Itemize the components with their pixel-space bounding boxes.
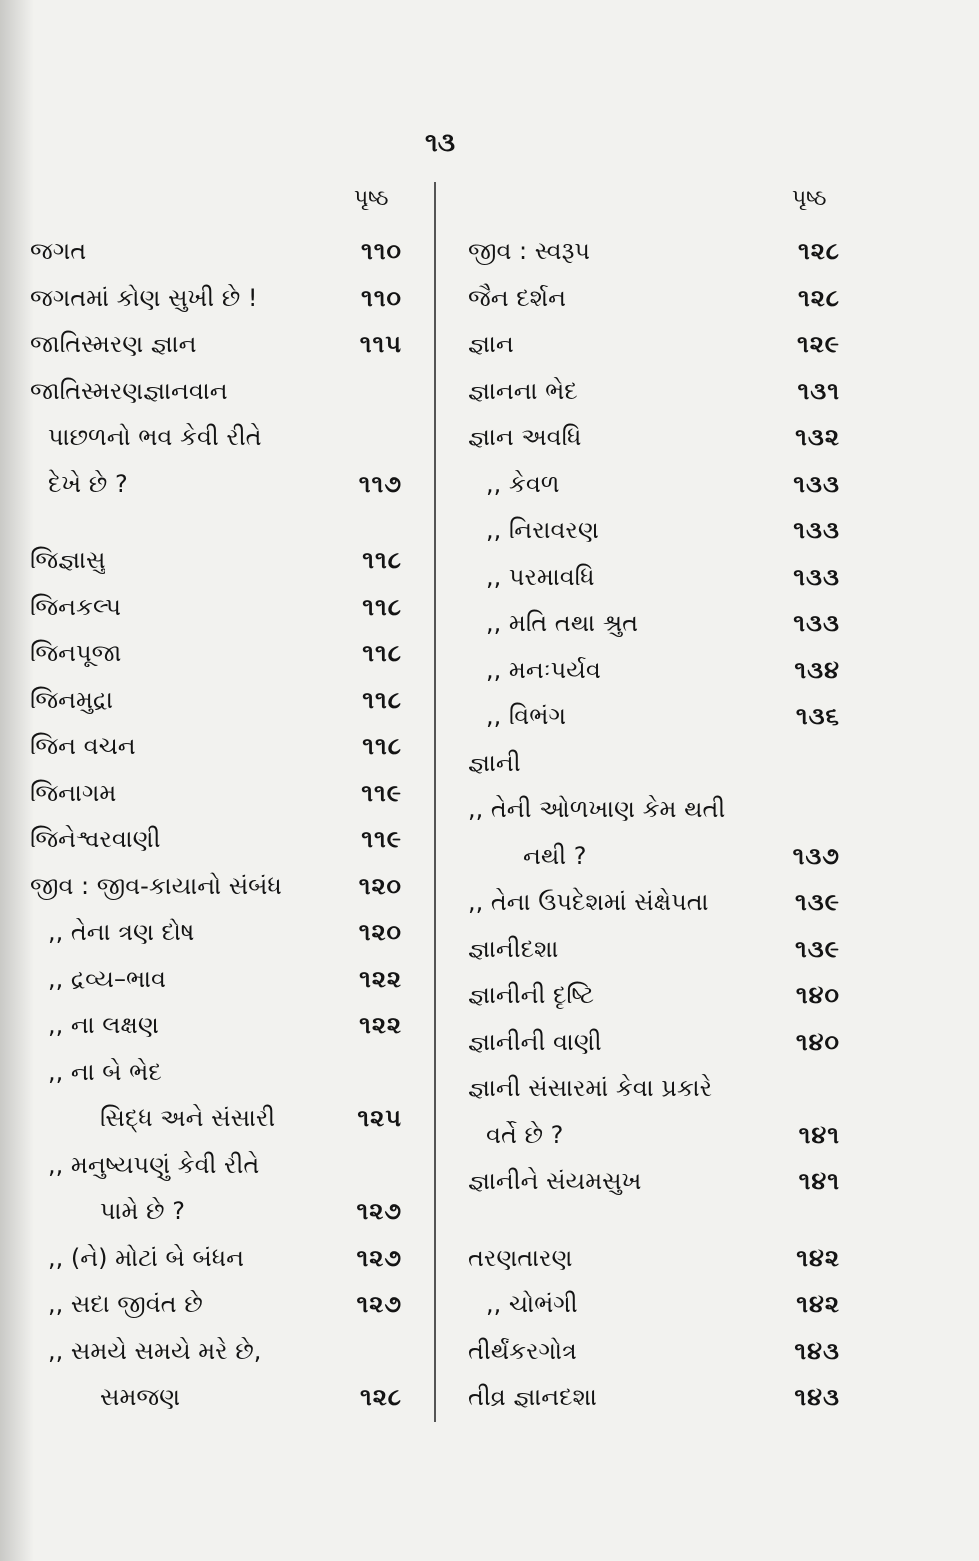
- index-entry-text: જિનાગમ: [30, 778, 117, 807]
- index-entry-page: ૧૧૯: [361, 778, 402, 807]
- index-entry-text: જિનેશ્વરવાણી: [30, 825, 161, 853]
- index-entry: [30, 1049, 402, 1096]
- index-entry-page: ૧૩૪: [794, 655, 840, 684]
- index-entry: [468, 1065, 840, 1112]
- index-entry-page: ૧૪૦: [795, 981, 840, 1009]
- index-entry-text: ,, મનુષ્યપણું કેવી રીતે: [48, 1150, 260, 1179]
- index-entry-text: જ્ઞાન અવધિ: [468, 423, 582, 451]
- index-entry: [30, 863, 402, 910]
- index-entry-text: જીવ : જીવ-કાયાનો સંબંધ: [30, 871, 282, 900]
- index-entry-page: ૧૩૭: [792, 841, 840, 870]
- index-entry-text: જ્ઞાની: [468, 748, 521, 777]
- index-entry: [30, 723, 402, 770]
- scan-edge-shadow: [0, 0, 34, 1561]
- index-entry-page: ૧૪૦: [795, 1027, 840, 1056]
- index-entry-text: ,, સમયે સમયે મરે છે,: [48, 1336, 262, 1365]
- index-entry-text: જ્ઞાનીને સંયમસુખ: [468, 1167, 642, 1195]
- index-entry: [468, 647, 840, 694]
- index-entry-page: ૧૪૩: [794, 1383, 840, 1411]
- index-entry: [468, 1235, 840, 1282]
- index-entry-text: જ્ઞાની સંસારમાં કેવા પ્રકારે: [468, 1074, 713, 1102]
- index-entry: [30, 1235, 402, 1282]
- index-entry: [30, 414, 402, 461]
- index-entry-page: ૧૨૮: [797, 237, 840, 265]
- index-entry-text: જ્ઞાનીની વાણી: [468, 1027, 602, 1056]
- index-entry: [468, 1328, 840, 1375]
- index-entry-page: ૧૧૮: [362, 639, 402, 667]
- index-entry: [468, 1158, 840, 1205]
- index-entry-text: જાતિસ્મરણજ્ઞાનવાન: [30, 376, 228, 405]
- right-column-header: પૃષ્ઠ: [792, 186, 827, 211]
- index-entry: [468, 228, 840, 275]
- index-entry-text: જ્ઞાન: [468, 330, 514, 358]
- index-entry: [30, 321, 402, 368]
- index-entry: [468, 275, 840, 322]
- index-entry-page: ૧૩૩: [793, 469, 840, 498]
- index-entry-text: ,, ના બે ભેદ: [48, 1057, 162, 1086]
- index-entry: [468, 1281, 840, 1328]
- index-entry-page: ૧૩૧: [797, 376, 840, 405]
- index-entry-text: ,, પરમાવધિ: [486, 562, 595, 591]
- index-entry: [30, 1142, 402, 1189]
- index-entry: [468, 1019, 840, 1066]
- index-entry-text: જિનકલ્પ: [30, 592, 122, 621]
- index-entry: [468, 786, 840, 833]
- index-entry-text: જીવ : સ્વરૂપ: [468, 237, 590, 265]
- page-number: ૧૩: [424, 128, 456, 158]
- index-entry-text: તીર્થંકરગોત્ર: [468, 1336, 577, 1365]
- index-entry: [468, 321, 840, 368]
- index-entry-text: જ્ઞાનના ભેદ: [468, 376, 578, 405]
- index-entry: [30, 1002, 402, 1049]
- index-entry: [30, 909, 402, 956]
- index-entry-page: ૧૨૨: [359, 964, 402, 993]
- index-entry: [468, 600, 840, 647]
- index-entry-page: ૧૩૨: [795, 423, 840, 451]
- index-entry: [468, 461, 840, 508]
- index-entry: [30, 1281, 402, 1328]
- index-entry-text: જગતમાં કોણ સુખી છે !: [30, 283, 258, 312]
- index-entry-page: ૧૩૯: [795, 934, 840, 963]
- index-entry-text: ,, (ને) મોટાં બે બંધન: [48, 1243, 244, 1272]
- index-entry-page: ૧૨૯: [796, 330, 840, 358]
- index-entry-text: સમજણ: [100, 1383, 181, 1411]
- index-entry-page: ૧૩૩: [793, 516, 840, 544]
- index-entry: [468, 740, 840, 787]
- index-entry: [30, 630, 402, 677]
- index-entry-page: ૧૪૩: [794, 1336, 840, 1365]
- index-entry: [468, 554, 840, 601]
- index-entry-text: ,, કેવળ: [486, 469, 560, 498]
- index-entry-text: પામે છે ?: [100, 1197, 185, 1225]
- index-entry-page: ૧૧૭: [358, 469, 402, 498]
- index-entry: [30, 816, 402, 863]
- index-entry-text: ,, સદા જીવંત છે: [48, 1290, 203, 1318]
- index-entry-text: ,, વિભંગ: [486, 702, 566, 730]
- index-entry-text: ,, ના લક્ષણ: [48, 1011, 159, 1039]
- index-entry-page: ૧૩૩: [793, 562, 840, 591]
- index-entry: [468, 1374, 840, 1421]
- index-entry: [30, 1188, 402, 1235]
- index-entry: [30, 1328, 402, 1375]
- index-entry-page: ૧૨૫: [357, 1104, 402, 1132]
- index-entry-page: ૧૧૮: [362, 546, 402, 574]
- index-entry-text: દેખે છે ?: [48, 469, 128, 498]
- section-gap: [468, 1205, 840, 1235]
- index-entry-text: ,, તેના ઉપદેશમાં સંક્ષેપતા: [468, 888, 709, 916]
- section-gap: [30, 507, 402, 537]
- index-entry-page: ૧૧૯: [361, 825, 402, 853]
- index-entry-page: ૧૩૯: [795, 888, 840, 916]
- index-entry: [30, 1095, 402, 1142]
- index-entry-text: સિદ્ધ અને સંસારી: [100, 1104, 276, 1132]
- index-entry-text: જૈન દર્શન: [468, 283, 567, 312]
- index-entry-page: ૧૧૮: [362, 732, 402, 760]
- index-entry-page: ૧૨૨: [359, 1011, 402, 1039]
- index-entry: [30, 770, 402, 817]
- index-entry: [30, 275, 402, 322]
- index-entry: [30, 461, 402, 508]
- index-entry-page: ૧૨૦: [358, 871, 402, 900]
- index-entry-page: ૧૪૧: [798, 1120, 840, 1149]
- index-entry: [468, 1112, 840, 1159]
- index-entry: [30, 584, 402, 631]
- index-entry-text: જ્ઞાનીની દૃષ્ટિ: [468, 981, 594, 1009]
- index-entry-page: ૧૨૭: [356, 1243, 402, 1272]
- index-entry-page: ૧૧૦: [361, 283, 402, 312]
- index-entry-page: ૧૩૩: [793, 609, 840, 637]
- index-entry-text: પાછળનો ભવ કેવી રીતે: [48, 423, 262, 451]
- index-entry: [30, 956, 402, 1003]
- index-entry-text: જિનમુદ્રા: [30, 685, 114, 714]
- index-entry: [30, 677, 402, 724]
- index-entry: [468, 926, 840, 973]
- index-entry-page: ૧૧૦: [361, 237, 402, 265]
- index-entry: [468, 507, 840, 554]
- index-entry-page: ૧૪૨: [796, 1243, 840, 1272]
- index-entry-text: તીવ્ર જ્ઞાનદશા: [468, 1383, 597, 1411]
- index-entry-text: જાતિસ્મરણ જ્ઞાન: [30, 330, 197, 358]
- index-entry-text: તરણતારણ: [468, 1243, 573, 1272]
- index-entry: [30, 368, 402, 415]
- index-entry-page: ૧૨૭: [356, 1290, 402, 1318]
- index-entry: [468, 414, 840, 461]
- index-entry-page: ૧૨૭: [356, 1197, 402, 1225]
- index-entry: [468, 879, 840, 926]
- index-entry-text: ,, મનઃપર્યવ: [486, 655, 601, 684]
- index-entry-page: ૧૨૮: [797, 283, 840, 312]
- index-entry-text: વર્તે છે ?: [486, 1120, 564, 1149]
- index-entry-page: ૧૧૫: [359, 330, 402, 358]
- index-entry-page: ૧૨૦: [358, 918, 402, 946]
- index-entry-text: નથી ?: [523, 841, 587, 870]
- index-entry-text: ,, દ્રવ્ય–ભાવ: [48, 964, 166, 993]
- index-entry: [468, 972, 840, 1019]
- index-entry: [468, 368, 840, 415]
- left-index-column: [30, 228, 402, 1421]
- index-entry: [468, 833, 840, 880]
- index-entry-page: ૧૨૮: [359, 1383, 402, 1411]
- index-entry: [30, 537, 402, 584]
- index-entry-page: ૧૧૮: [362, 685, 402, 714]
- index-entry: [468, 693, 840, 740]
- index-entry-text: જિન વચન: [30, 732, 136, 760]
- index-entry-text: ,, નિરાવરણ: [486, 516, 599, 544]
- index-entry-text: ,, મતિ તથા શ્રુત: [486, 609, 639, 637]
- index-entry-text: જ્ઞાનીદશા: [468, 934, 559, 963]
- index-entry: [30, 1374, 402, 1421]
- index-entry-text: જગત: [30, 237, 87, 265]
- index-entry: [30, 228, 402, 275]
- index-entry-text: જિજ્ઞાસુ: [30, 546, 106, 574]
- right-index-column: [468, 228, 840, 1421]
- index-entry-text: ,, ચોભંગી: [486, 1290, 578, 1318]
- index-entry-text: ,, તેના ત્રણ દોષ: [48, 918, 195, 946]
- index-entry-page: ૧૧૮: [362, 592, 402, 621]
- index-entry-text: ,, તેની ઓળખાણ કેમ થતી: [468, 795, 726, 823]
- index-entry-page: ૧૪૨: [796, 1290, 840, 1318]
- index-entry-page: ૧૩૬: [795, 702, 840, 730]
- column-divider: [434, 182, 436, 1422]
- index-entry-page: ૧૪૧: [798, 1167, 840, 1195]
- index-entry-text: જિનપૂજા: [30, 639, 122, 667]
- left-column-header: પૃષ્ઠ: [354, 186, 389, 211]
